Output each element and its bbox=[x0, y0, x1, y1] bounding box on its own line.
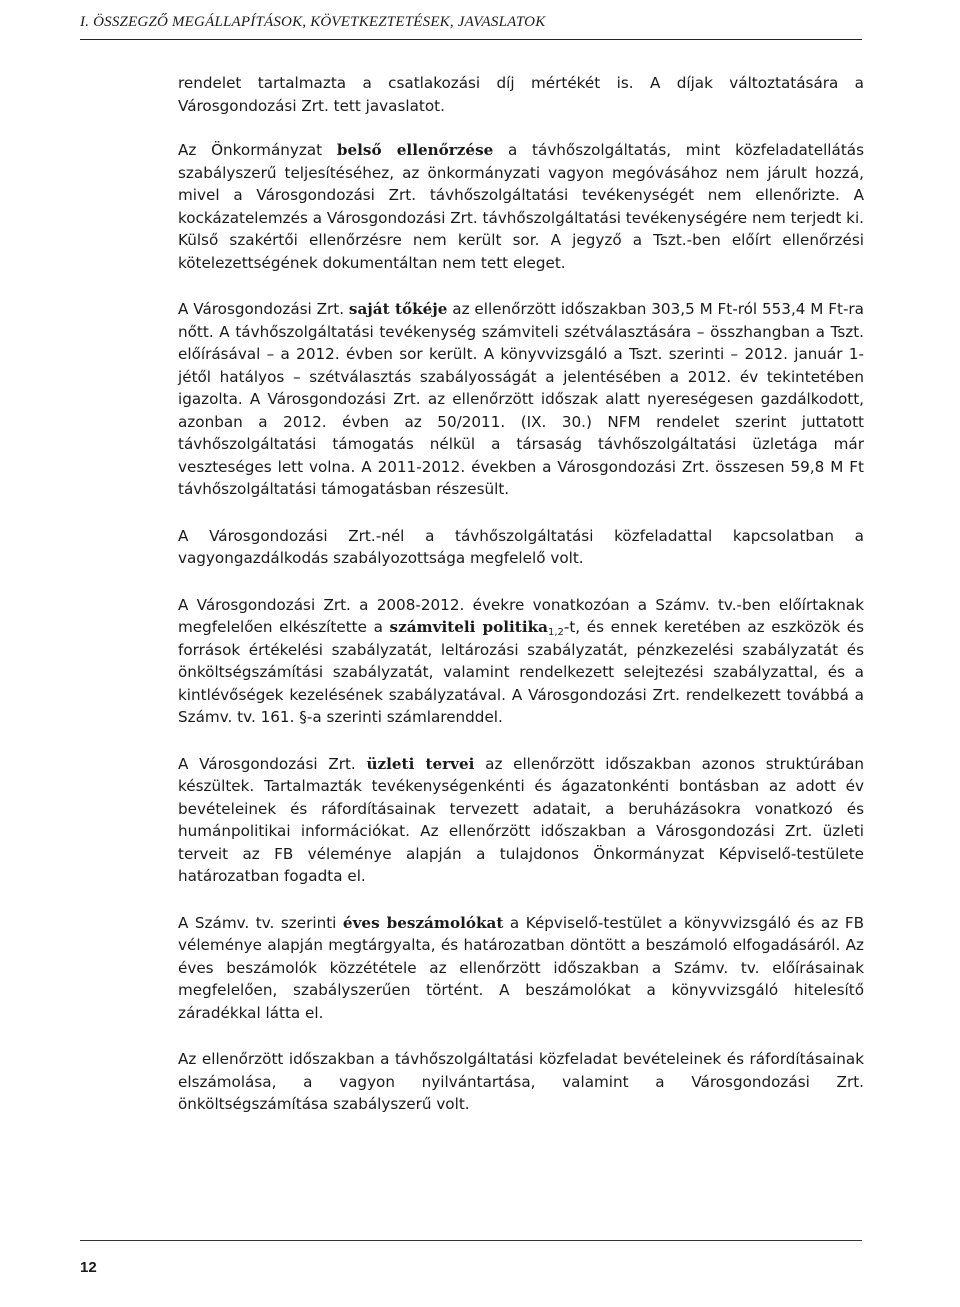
bold-term: éves beszámolókat bbox=[342, 913, 504, 932]
paragraph-6 bbox=[178, 753, 864, 888]
paragraph-1 bbox=[178, 72, 864, 117]
paragraph-8 bbox=[178, 1048, 864, 1116]
paragraph-text: a távhőszolgáltatás, mint közfeladatellátás szabályszerű teljesítéséhez, az önkormányzati vagyon megóvásához nem járult hozzá, mivel a Városgondozási Zrt. távhőszolgáltatási tevékenységét nem ellenőrizte. A kockázatelemzés a Városgondozási Zrt. távhőszolgáltatási tevékenységére nem terjedt ki. Külső szakértői ellenőrzésre nem került sor. A jegyző a Tszt.-ben előírt ellenőrzési kötelezettségének dokumentáltan nem tett eleget. bbox=[178, 141, 864, 272]
paragraph-text: az ellenőrzött időszakban azonos struktúrában készültek. Tartalmazták tevékenységenkénti és ágazatonkénti bontásban az adott év bevételeinek és ráfordításainak tervezett adatait, a beruházásokra vonatkozó és humánpolitikai információkat. Az ellenőrzött időszakban a Városgondozási Zrt. üzleti terveit az FB véleménye alapján a tulajdonos Önkormányzat Képviselő-testülete határozatban fogadta el. bbox=[178, 754, 865, 885]
paragraph-text: rendelet tartalmazta a csatlakozási díj mértékét is. A díjak változtatására a Városgondozási Zrt. tett javaslatot. bbox=[178, 74, 864, 115]
page-number: 12 bbox=[80, 1259, 97, 1276]
paragraph-3 bbox=[178, 298, 864, 501]
header-divider bbox=[80, 39, 862, 40]
paragraph-7 bbox=[178, 912, 864, 1025]
running-header: I. ÖSSZEGZŐ MEGÁLLAPÍTÁSOK, KÖVETKEZTETÉSEK, JAVASLATOK bbox=[80, 14, 546, 30]
paragraph-5 bbox=[178, 594, 864, 729]
paragraph-text: A Városgondozási Zrt. a 2008-2012. évekre vonatkozóan a Számv. tv.-ben előírtaknak megfelelően elkészítette a bbox=[178, 595, 864, 636]
paragraph-2 bbox=[178, 139, 864, 274]
bold-term: saját tőkéje bbox=[348, 300, 448, 318]
paragraph-text: a Képviselő-testület a könyvvizsgáló és az FB véleménye alapján megtárgyalta, és határozatban döntött a beszámoló elfogadásáról. Az éves beszámolók közzététele az ellenőrzött időszakban a Számv. tv. előírásainak megfelelően, szabályszerűen történt. A beszámolókat a könyvvizsgáló hitelesítő záradékkal látta el. bbox=[178, 913, 865, 1022]
paragraph-text: Az ellenőrzött időszakban a távhőszolgáltatási közfeladat bevételeinek és ráfordításainak elszámolása, a vagyon nyilvántartása, valamint a Városgondozási Zrt. önköltségszámítása szabályszerű volt. bbox=[178, 1050, 864, 1113]
paragraph-text: -t, és ennek keretében az eszközök és források értékelési szabályzatát, leltározási szabályzatát, pénzkezelési szabályzatát és önköltségszámítási szabályzatát, valamint rendelkezett selejtezési szabályzattal, és a kintlévőségek kezelésének szabályzatával. A Városgondozási Zrt. rendelkezett továbbá a Számv. tv. 161. §-a szerinti számlarenddel. bbox=[178, 618, 864, 726]
paragraph-text: A Városgondozási Zrt.-nél a távhőszolgáltatási közfeladattal kapcsolatban a vagyongazdálkodás szabályozottsága megfelelő volt. bbox=[178, 526, 864, 567]
document-body bbox=[178, 72, 864, 1140]
footer-divider bbox=[80, 1240, 862, 1241]
subscript: 1,2 bbox=[547, 627, 564, 638]
paragraph-text: A Városgondozási Zrt. bbox=[178, 300, 349, 318]
paragraph-text: A Városgondozási Zrt. bbox=[178, 754, 367, 773]
paragraph-text: A Számv. tv. szerinti bbox=[178, 913, 343, 932]
bold-term: számviteli politika bbox=[389, 618, 548, 636]
paragraph-text: az ellenőrzött időszakban 303,5 M Ft-ról 553,4 M Ft-ra nőtt. A távhőszolgáltatási tevékenység számviteli szétválasztására – összhangban a Tszt. előírásával – a 2012. évben sor került. A könyvvizsgáló a Tszt. szerinti – 2012. január 1-jétől hatályos – szétválasztás szabályosságát a jelentésében a 2012. év tekintetében igazolta. A Városgondozási Zrt. az ellenőrzött időszak alatt nyereségesen gazdálkodott, azonban a 2012. évben az 50/2011. (IX. 30.) NFM rendelet szerint juttatott távhőszolgáltatási támogatás nélkül a társaság távhőszolgáltatási üzletága már veszteséges lett volna. A 2011-2012. években a Városgondozási Zrt. összesen 59,8 M Ft távhőszolgáltatási támogatásban részesült. bbox=[178, 300, 864, 498]
bold-term: üzleti tervei bbox=[366, 754, 475, 773]
bold-term: belső ellenőrzése bbox=[336, 141, 494, 159]
paragraph-4 bbox=[178, 525, 864, 570]
paragraph-text: Az Önkormányzat bbox=[178, 141, 337, 159]
